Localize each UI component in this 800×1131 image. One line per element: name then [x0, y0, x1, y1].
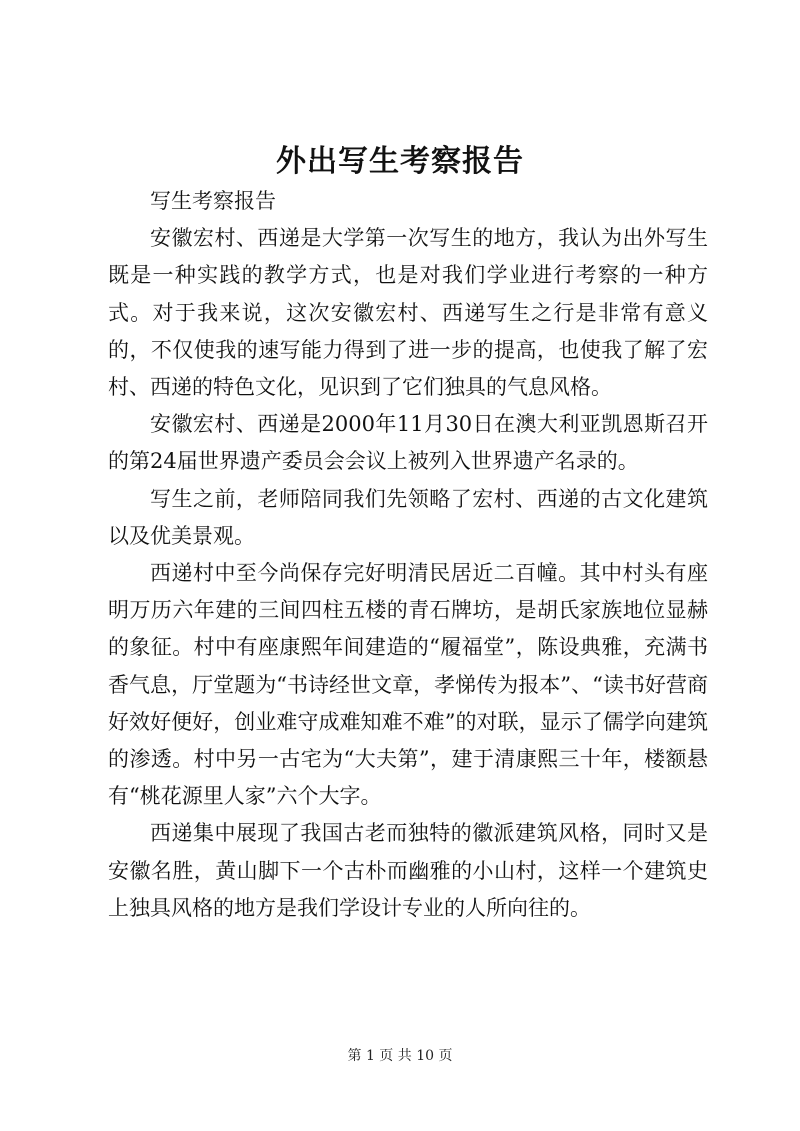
- document-title: 外出写生考察报告: [276, 144, 524, 179]
- paragraph-1: 安徽宏村、西递是大学第一次写生的地方，我认为出外写生既是一种实践的教学方式，也是对我们学业进行考察的一种方式。对于我来说，这次安徽宏村、西递写生之行是非常有意义的，不仅使我的速写能力得到了进一步的提高，也使我了解了宏村、西递的特色文化，见识到了它们独具的气息风格。: [108, 226, 708, 400]
- paragraph-subtitle: 写生考察报告: [150, 189, 276, 213]
- document-body: [108, 183, 708, 927]
- paragraph-3: 写生之前，老师陪同我们先领略了宏村、西递的古文化建筑以及优美景观。: [108, 486, 708, 548]
- page-footer: 第 1 页 共 10 页: [347, 1048, 453, 1064]
- paragraph-2: 安徽宏村、西递是2000年11月30日在澳大利亚凯恩斯召开的第24届世界遗产委员会会议上被列入世界遗产名录的。: [108, 412, 708, 474]
- paragraph-4: 西递村中至今尚保存完好明清民居近二百幢。其中村头有座明万历六年建的三间四柱五楼的青石牌坊，是胡氏家族地位显赫的象征。村中有座康熙年间建造的“履福堂”，陈设典雅，充满书香气息，厅堂题为“书诗经世文章，孝悌传为报本”、“读书好营商好效好便好，创业难守成难知难不难”的对联，显示了儒学向建筑的渗透。村中另一古宅为“大夫第”，建于清康熙三十年，楼额悬有“桃花源里人家”六个大字。: [108, 561, 708, 809]
- paragraph-5: 西递集中展现了我国古老而独特的徽派建筑风格，同时又是安徽名胜，黄山脚下一个古朴而幽雅的小山村，这样一个建筑史上独具风格的地方是我们学设计专业的人所向往的。: [108, 821, 708, 920]
